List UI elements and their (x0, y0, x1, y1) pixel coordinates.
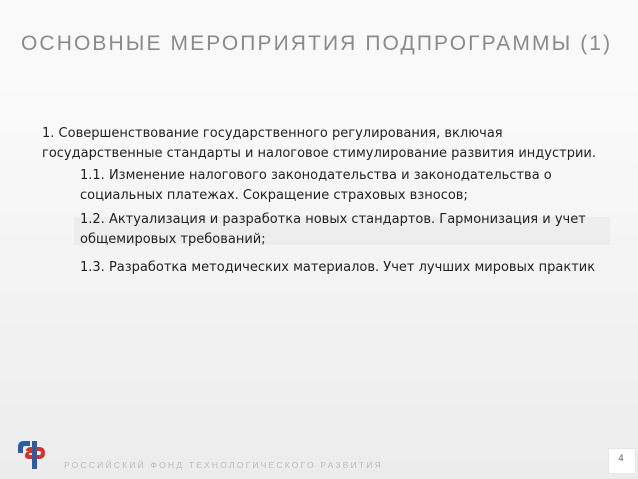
subitem-1-3: 1.3. Разработка методических материалов. Учет лучших мировых практик (80, 260, 596, 275)
footer (12, 439, 412, 471)
main-item: 1. Совершенствование государственного регулирования, включая государственные стандарты и налоговое стимулирование развития индустрии. (42, 126, 596, 161)
slide-title: ОСНОВНЫЕ МЕРОПРИЯТИЯ ПОДПРОГРАММЫ (1) (21, 32, 613, 55)
rftr-logo-icon (12, 439, 52, 471)
page-number: 4 (618, 454, 624, 464)
subitem-1-2: 1.2. Актуализация и разработка новых стандартов. Гармонизация и учет общемировых требований; (80, 212, 586, 247)
organization-name: РОССИЙСКИЙ ФОНД ТЕХНОЛОГИЧЕСКОГО РАЗВИТИЯ (64, 460, 383, 470)
subitem-1-1: 1.1. Изменение налогового законодательства и законодательства о социальных платежах. Сокращение страховых взносов; (80, 168, 552, 203)
page-number-box (608, 448, 636, 474)
